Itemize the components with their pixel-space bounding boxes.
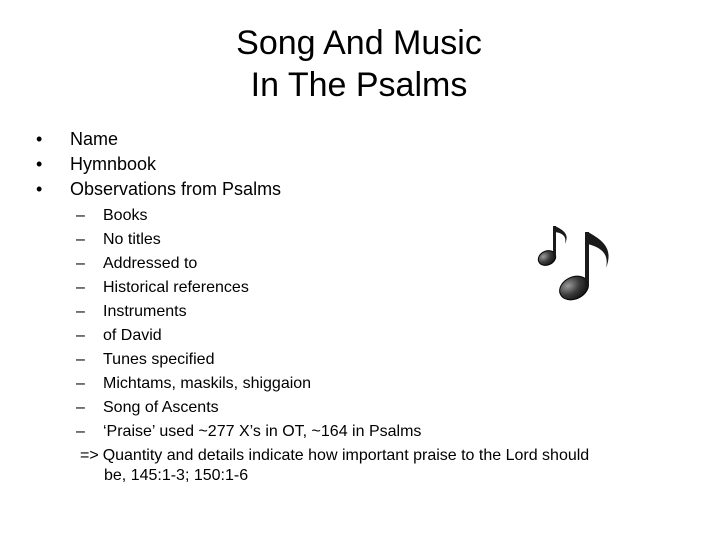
sub-bullet-text: No titles: [103, 231, 161, 248]
sub-bullet-text: Tunes specified: [103, 351, 215, 368]
dash-marker: –: [76, 327, 85, 344]
slide-title: [0, 22, 720, 106]
title-line-1: Song And Music: [236, 24, 482, 62]
sub-bullet-text: of David: [103, 327, 162, 344]
sub-bullet-text: Instruments: [103, 303, 187, 320]
bullet-item: [36, 152, 696, 177]
dash-marker: –: [76, 231, 85, 248]
conclusion-text: [80, 446, 690, 486]
sub-bullet-text: Addressed to: [103, 255, 198, 272]
dash-marker: –: [76, 375, 85, 392]
sub-bullet-text: Song of Ascents: [103, 399, 219, 416]
bullet-marker: •: [36, 129, 43, 149]
bullet-text: Observations from Psalms: [70, 179, 282, 199]
dash-marker: –: [76, 207, 85, 224]
sub-bullet-text: Historical references: [103, 279, 249, 296]
bullet-text: Hymnbook: [70, 154, 157, 174]
bullet-list: [36, 127, 696, 202]
dash-marker: –: [76, 255, 85, 272]
bullet-marker: •: [36, 179, 43, 199]
dash-marker: –: [76, 423, 85, 440]
conclusion-line-2: be, 145:1-3; 150:1-6: [104, 467, 249, 484]
dash-marker: –: [76, 399, 85, 416]
conclusion-line-1: Quantity and details indicate how important praise to the Lord should: [102, 447, 590, 464]
music-notes-icon: [532, 216, 622, 306]
bullet-text: Name: [70, 129, 119, 149]
dash-marker: –: [76, 303, 85, 320]
conclusion-arrow: =>: [80, 447, 99, 464]
bullet-item: [36, 177, 696, 202]
sub-bullet-item: [76, 396, 706, 420]
sub-bullet-item: [76, 348, 706, 372]
sub-bullet-item: [76, 372, 706, 396]
sub-bullet-text: ‘Praise’ used ~277 X’s in OT, ~164 in Psalms: [103, 423, 422, 440]
sub-bullet-item: [76, 324, 706, 348]
dash-marker: –: [76, 279, 85, 296]
sub-bullet-item: [76, 420, 706, 444]
sub-bullet-text: Michtams, maskils, shiggaion: [103, 375, 312, 392]
bullet-marker: •: [36, 154, 43, 174]
title-line-2: In The Psalms: [250, 66, 468, 104]
sub-bullet-text: Books: [103, 207, 148, 224]
bullet-item: [36, 127, 696, 152]
dash-marker: –: [76, 351, 85, 368]
